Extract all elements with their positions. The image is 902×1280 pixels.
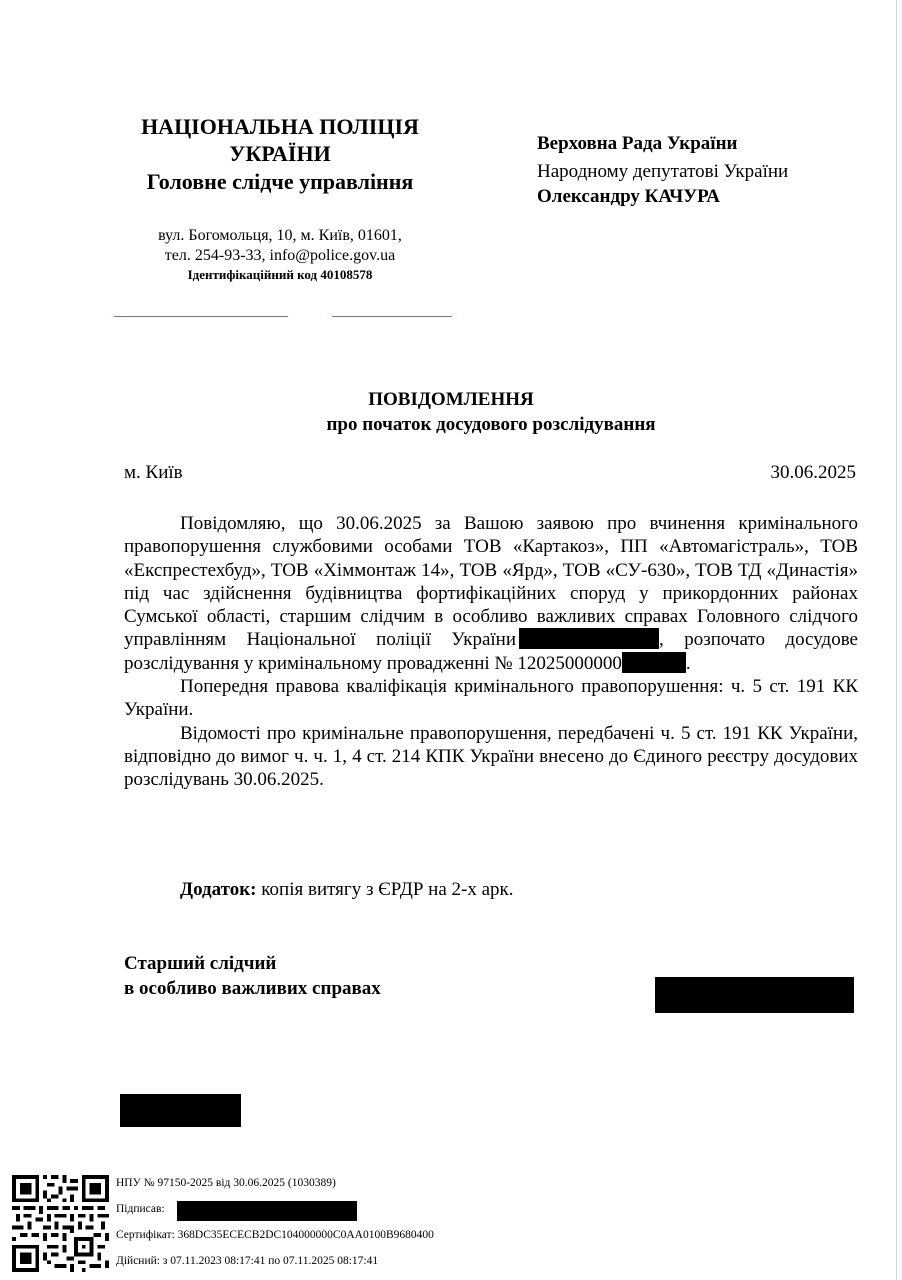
registration-number-line (114, 316, 288, 317)
body-p1-end: . (685, 652, 691, 674)
page-edge-line (896, 0, 897, 1280)
annex-text: копія витягу з ЄРДР на 2-х арк. (256, 879, 514, 900)
issuer-id-code: Ідентифікаційний код 40108578 (187, 267, 373, 282)
recipient-line3: Олександру КАЧУРА (537, 186, 721, 207)
redacted-executor-block (120, 1094, 241, 1127)
document-title: ПОВІДОМЛЕННЯ (368, 389, 534, 410)
annex-label: Додаток: (180, 879, 257, 900)
body-paragraph-3: Відомості про кримінальне правопорушення, передбачені ч. 5 ст. 191 КК України, відповідно до вимог ч. ч. 1, 4 ст. 214 КПК України внесено до Єдиного реєстру досудових розслідувань 30.06.2025. (124, 722, 858, 791)
issuer-org-title (100, 113, 460, 167)
issuer-org-title-line1: НАЦІОНАЛЬНА ПОЛІЦІЯ (141, 114, 419, 139)
body-p1-mid: , розпочато досудове розслідування у кримінальному провадженні № 12025000000 (124, 629, 858, 674)
issuer-org-title-line2: УКРАЇНИ (229, 141, 331, 166)
body-p1-start: Повідомляю, що 30.06.2025 за Вашою заявою про вчинення кримінального правопорушення службовими особами ТОВ «Картакоз», ПП «Автомагістраль», ТОВ «Експрестехбуд», ТОВ «Хіммонтаж 14», ТОВ «Ярд», ТОВ «СУ-630», ТОВ ТД «Династія» під час здійснення будівництва фортифікаційних споруд у прикордонних районах Сумської області, старшим слідчим в особливо важливих справах Головного слідчого управлінням Національної поліції України (124, 513, 858, 651)
redacted-investigator-name (519, 628, 659, 649)
recipient-line2: Народному депутатові України (537, 161, 789, 182)
document-date: 30.06.2025 (770, 462, 856, 483)
body-paragraph-1 (124, 512, 858, 675)
redacted-signer-name (177, 1201, 357, 1221)
qr-code-icon (12, 1175, 109, 1272)
recipient-line1: Верховна Рада України (537, 133, 738, 154)
document-city: м. Київ (124, 462, 183, 483)
annex (180, 879, 514, 901)
redacted-signatory-name (655, 977, 854, 1013)
issuer-address-line1: вул. Богомольця, 10, м. Київ, 01601, (158, 227, 402, 244)
signatory-title-line2: в особливо важливих справах (124, 978, 381, 999)
redacted-case-number (622, 652, 686, 673)
issuer-address (110, 226, 450, 266)
e-stamp-registration: НПУ № 97150-2025 від 30.06.2025 (1030389) (116, 1177, 336, 1189)
e-stamp-signed-by-label: Підписав: (116, 1203, 165, 1215)
e-stamp-validity: Дійсний: з 07.11.2023 08:17:41 по 07.11.2025 08:17:41 (116, 1255, 379, 1267)
registration-date-line (332, 316, 452, 317)
body-paragraph-2: Попередня правова кваліфікація кримінального правопорушення: ч. 5 ст. 191 КК України. (124, 676, 858, 721)
document-body (124, 512, 858, 792)
document-subtitle: про початок досудового розслідування (326, 414, 656, 435)
issuer-address-line2: тел. 254-93-33, info@police.gov.ua (164, 247, 396, 264)
signatory-title-line1: Старший слідчий (124, 953, 277, 974)
issuer-org-subtitle: Головне слідче управління (146, 169, 414, 194)
e-stamp-certificate: Сертифікат: 368DC35ECECB2DC104000000C0AA0100B9680400 (116, 1229, 434, 1241)
